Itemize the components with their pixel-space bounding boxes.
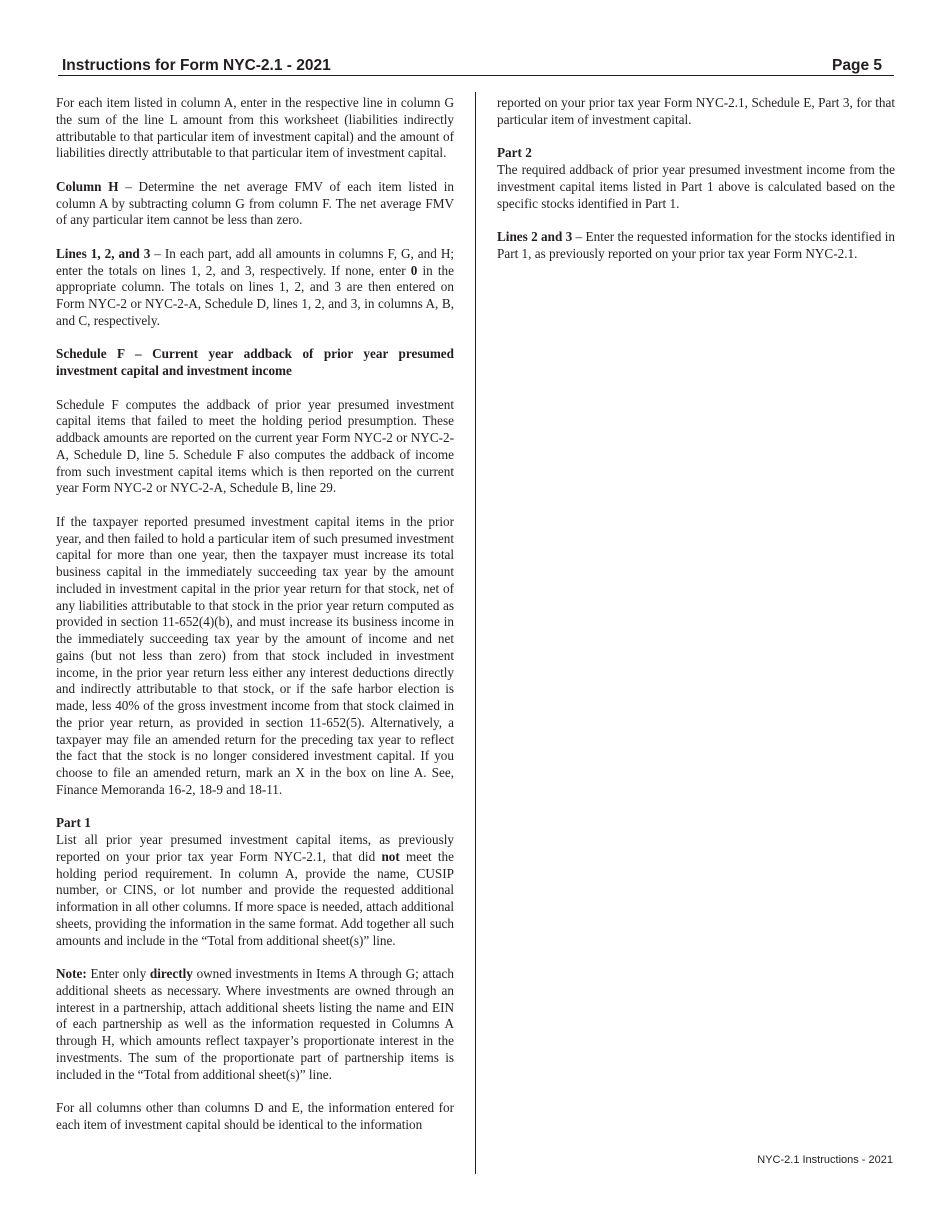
note-paragraph bbox=[56, 966, 454, 1083]
lines-1-2-3-paragraph bbox=[56, 246, 454, 330]
not-emphasis: not bbox=[381, 848, 400, 864]
schedule-f-heading bbox=[56, 346, 454, 380]
lines-1-2-3-label: Lines 1, 2, and 3 bbox=[56, 245, 151, 261]
note-label: Note: bbox=[56, 966, 87, 981]
schedule-f-holding-paragraph: If the taxpayer reported presumed investment capital items in the prior year, and then failed to hold a particular item of such presumed investment capital for more than one year, then the taxpayer must increase its total business capital in the immediately succeeding tax year by the amount included in investment capital in the prior year return for that stock, net of any liabilities attributable to that stock in the prior year return computed as provided in section 11-652(4)(b), and must increase its business income in the immediately succeeding tax year by the amount of income and net gains (but not less than zero) from that stock included in investment income, in the prior year return less either any interest deductions directly and indirectly attributable to that stock, or if the safe harbor election is made, less 40% of the gross investment income from that stock claimed in the prior year return, as provided in section 11-652(5). Alternatively, a taxpayer may file an amended return for the preceding tax year to reflect the fact that the stock is no longer considered investment capital. If you choose to file an amended return, mark an X in the box on line A. See, Finance Memoranda 16-2, 18-9 and 18-11. bbox=[56, 513, 454, 797]
column-divider bbox=[475, 92, 476, 1174]
directly-emphasis: directly bbox=[149, 966, 193, 981]
part-2-section bbox=[497, 145, 895, 212]
document-title: Instructions for Form NYC-2.1 - 2021 bbox=[62, 57, 331, 74]
column-h-paragraph bbox=[56, 179, 454, 229]
left-column bbox=[56, 95, 454, 1150]
lines-1-2-3-text-b: in the appropriate column. The totals on lines 1, 2, and 3 are then entered on Form NYC-2 or NYC-2-A, Schedule D, lines 1, 2, and 3, in columns A, B, and C, respectively. bbox=[56, 262, 454, 328]
schedule-f-heading-text: Schedule F – Current year addback of prior year presumed investment capital and investment income bbox=[56, 346, 454, 378]
page-header bbox=[58, 56, 894, 76]
columns-info-paragraph: For all columns other than columns D and E, the information entered for each item of investment capital should be identical to the information bbox=[56, 1100, 454, 1132]
part-2-heading: Part 2 bbox=[497, 145, 532, 161]
right-column bbox=[497, 95, 895, 279]
part-1-text-a: List all prior year presumed investment capital items, as previously reported on your prior tax year Form NYC-2.1, that did bbox=[56, 832, 454, 864]
note-text-b: owned investments in Items A through G; attach additional sheets as necessary. Where investments are owned through an interest in a partnership, attach additional sheets listing the name and EIN of each partnership as well as the information requested in Columns A through H, which amounts reflect taxpayer’s proportionate interest in the investments. The sum of the proportionate part of partnership items is included in the “Total from additional sheet(s)” line. bbox=[56, 966, 454, 1082]
part-2-text: The required addback of prior year presumed investment income from the investment capital items listed in Part 1 above is calculated based on the specific stocks identified in Part 1. bbox=[497, 162, 895, 211]
part-1-section bbox=[56, 815, 454, 949]
page-footer: NYC-2.1 Instructions - 2021 bbox=[757, 1154, 893, 1166]
part-1-heading: Part 1 bbox=[56, 815, 91, 831]
lines-1-2-3-text-a: – In each part, add all amounts in columns F, G, and H; enter the totals on lines 1, 2, and 3, respectively. If none, enter bbox=[56, 245, 455, 278]
part-1-text-b: meet the holding period requirement. In column A, provide the name, CUSIP number, or CINS, or lot number and provide the requested additional information in all other columns. If more space is needed, attach additional sheets, providing the information in the same format. Add together all such amounts and include in the “Total from additional sheet(s)” line. bbox=[56, 848, 454, 948]
lines-2-3-paragraph bbox=[497, 229, 895, 263]
note-text-a: Enter only bbox=[86, 966, 150, 981]
lines-2-3-text: – Enter the requested information for the stocks identified in Part 1, as previously reported on your prior tax year Form NYC-2.1. bbox=[497, 229, 895, 261]
continued-paragraph: reported on your prior tax year Form NYC-2.1, Schedule E, Part 3, for that particular item of investment capital. bbox=[497, 95, 895, 127]
lines-2-3-label: Lines 2 and 3 bbox=[497, 229, 573, 244]
column-h-label: Column H bbox=[56, 178, 119, 194]
page-number: Page 5 bbox=[832, 57, 882, 74]
column-h-text: – Determine the net average FMV of each item listed in column A by subtracting column G from column F. The net average FMV of any particular item cannot be less than zero. bbox=[56, 178, 454, 228]
zero-emphasis: 0 bbox=[410, 262, 418, 278]
schedule-f-intro-paragraph: Schedule F computes the addback of prior year presumed investment capital items that failed to meet the holding period presumption. These addback amounts are reported on the current year Form NYC-2 or NYC-2-A, Schedule D, line 5. Schedule F also computes the addback of income from such investment capital items which is then reported on the current year Form NYC-2 or NYC-2-A, Schedule B, line 29. bbox=[56, 396, 454, 496]
column-g-paragraph: For each item listed in column A, enter in the respective line in column G the sum of the line L amount from this worksheet (liabilities indirectly attributable to that particular item of investment capital) and the amount of liabilities directly attributable to that particular item of investment capital. bbox=[56, 95, 454, 161]
